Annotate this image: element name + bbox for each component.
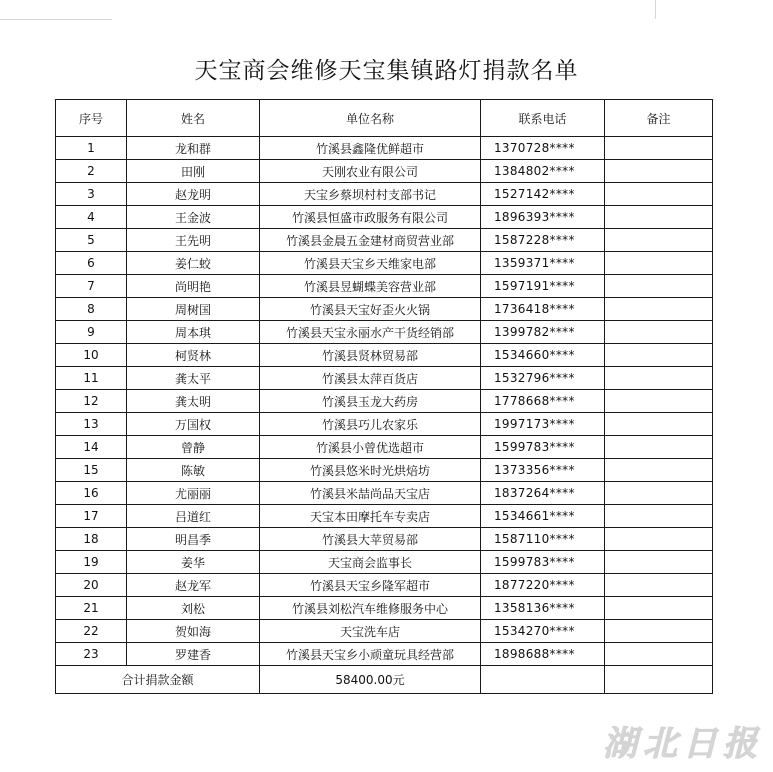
cell-phone: 1896393**** — [481, 206, 605, 229]
cell-phone: 1527142**** — [481, 183, 605, 206]
cell-note — [605, 252, 713, 275]
cell-unit: 竹溪县贤林贸易部 — [260, 344, 481, 367]
document-title: 天宝商会维修天宝集镇路灯捐款名单 — [194, 58, 579, 84]
cell-no: 23 — [56, 643, 127, 666]
cell-unit: 天宝商会监事长 — [260, 551, 481, 574]
cell-note — [605, 344, 713, 367]
cell-no: 4 — [56, 206, 127, 229]
cell-phone: 1358136**** — [481, 597, 605, 620]
cell-unit: 竹溪县金晨五金建材商贸营业部 — [260, 229, 481, 252]
total-row — [56, 666, 713, 694]
cell-unit: 竹溪县鑫隆优鲜超市 — [260, 137, 481, 160]
cell-name: 周本琪 — [127, 321, 260, 344]
cell-phone: 1399782**** — [481, 321, 605, 344]
cell-note — [605, 597, 713, 620]
cell-name: 明昌季 — [127, 528, 260, 551]
cell-note — [605, 367, 713, 390]
cell-note — [605, 229, 713, 252]
cell-no: 19 — [56, 551, 127, 574]
cell-no: 17 — [56, 505, 127, 528]
cell-no: 8 — [56, 298, 127, 321]
cell-note — [605, 413, 713, 436]
table-row — [56, 459, 713, 482]
cell-no: 21 — [56, 597, 127, 620]
table-row — [56, 275, 713, 298]
top-right-rule — [655, 0, 656, 19]
cell-name: 吕道红 — [127, 505, 260, 528]
total-note-blank — [605, 666, 713, 694]
cell-note — [605, 321, 713, 344]
table-row — [56, 528, 713, 551]
cell-phone: 1736418**** — [481, 298, 605, 321]
cell-phone: 1532796**** — [481, 367, 605, 390]
table-row — [56, 206, 713, 229]
cell-note — [605, 459, 713, 482]
cell-note — [605, 183, 713, 206]
cell-name: 姜仁蛟 — [127, 252, 260, 275]
cell-note — [605, 436, 713, 459]
header-note: 备注 — [605, 100, 713, 137]
table-row — [56, 413, 713, 436]
cell-unit: 竹溪县大苹贸易部 — [260, 528, 481, 551]
table-row — [56, 229, 713, 252]
cell-no: 14 — [56, 436, 127, 459]
table-row — [56, 344, 713, 367]
cell-phone: 1877220**** — [481, 574, 605, 597]
cell-phone: 1597191**** — [481, 275, 605, 298]
cell-no: 16 — [56, 482, 127, 505]
total-label: 合计捐款金额 — [56, 666, 260, 694]
cell-name: 姜华 — [127, 551, 260, 574]
cell-phone: 1373356**** — [481, 459, 605, 482]
cell-phone: 1534660**** — [481, 344, 605, 367]
cell-unit: 竹溪县悠米时光烘焙坊 — [260, 459, 481, 482]
cell-name: 龙和群 — [127, 137, 260, 160]
cell-unit: 竹溪县巧儿农家乐 — [260, 413, 481, 436]
cell-name: 柯贤林 — [127, 344, 260, 367]
cell-unit: 竹溪县昱蝴蝶美容营业部 — [260, 275, 481, 298]
table-row — [56, 505, 713, 528]
cell-name: 赵龙明 — [127, 183, 260, 206]
cell-unit: 天宝乡蔡坝村村支部书记 — [260, 183, 481, 206]
cell-phone: 1587110**** — [481, 528, 605, 551]
cell-name: 罗建香 — [127, 643, 260, 666]
cell-no: 3 — [56, 183, 127, 206]
cell-unit: 竹溪县天宝好歪火火锅 — [260, 298, 481, 321]
table-row — [56, 390, 713, 413]
table-row — [56, 574, 713, 597]
cell-no: 2 — [56, 160, 127, 183]
cell-note — [605, 390, 713, 413]
cell-phone: 1599783**** — [481, 436, 605, 459]
cell-unit: 竹溪县恒盛市政服务有限公司 — [260, 206, 481, 229]
cell-phone: 1778668**** — [481, 390, 605, 413]
table-row — [56, 597, 713, 620]
table-row — [56, 551, 713, 574]
cell-note — [605, 160, 713, 183]
cell-name: 周树国 — [127, 298, 260, 321]
cell-phone: 1587228**** — [481, 229, 605, 252]
cell-unit: 竹溪县刘松汽车维修服务中心 — [260, 597, 481, 620]
cell-unit: 竹溪县天宝永丽水产干货经销部 — [260, 321, 481, 344]
cell-unit: 竹溪县米喆尚品天宝店 — [260, 482, 481, 505]
newspaper-watermark: 湖北日报 — [603, 724, 763, 764]
total-amount: 58400.00元 — [260, 666, 481, 694]
cell-name: 贺如海 — [127, 620, 260, 643]
cell-unit: 天宝洗车店 — [260, 620, 481, 643]
cell-phone: 1384802**** — [481, 160, 605, 183]
cell-name: 万国权 — [127, 413, 260, 436]
header-no: 序号 — [56, 100, 127, 137]
cell-name: 陈敏 — [127, 459, 260, 482]
cell-unit: 竹溪县玉龙大药房 — [260, 390, 481, 413]
cell-note — [605, 505, 713, 528]
cell-no: 10 — [56, 344, 127, 367]
cell-note — [605, 551, 713, 574]
table-row — [56, 321, 713, 344]
cell-note — [605, 275, 713, 298]
cell-note — [605, 574, 713, 597]
top-left-rule — [0, 19, 112, 20]
cell-name: 龚太明 — [127, 390, 260, 413]
cell-unit: 天宝本田摩托车专卖店 — [260, 505, 481, 528]
cell-name: 刘松 — [127, 597, 260, 620]
cell-no: 5 — [56, 229, 127, 252]
table-header-row — [56, 100, 713, 137]
cell-phone: 1997173**** — [481, 413, 605, 436]
table-row — [56, 643, 713, 666]
cell-name: 尤丽丽 — [127, 482, 260, 505]
table-row — [56, 367, 713, 390]
cell-unit: 竹溪县天宝乡天维家电部 — [260, 252, 481, 275]
cell-note — [605, 206, 713, 229]
total-phone-blank — [481, 666, 605, 694]
cell-phone: 1898688**** — [481, 643, 605, 666]
cell-no: 20 — [56, 574, 127, 597]
table-row — [56, 482, 713, 505]
table-row — [56, 252, 713, 275]
cell-no: 18 — [56, 528, 127, 551]
cell-phone: 1534270**** — [481, 620, 605, 643]
table-body — [56, 137, 713, 666]
cell-no: 13 — [56, 413, 127, 436]
cell-name: 赵龙军 — [127, 574, 260, 597]
cell-no: 22 — [56, 620, 127, 643]
header-unit: 单位名称 — [260, 100, 481, 137]
cell-note — [605, 298, 713, 321]
cell-phone: 1837264**** — [481, 482, 605, 505]
cell-note — [605, 620, 713, 643]
cell-name: 王金波 — [127, 206, 260, 229]
cell-name: 田刚 — [127, 160, 260, 183]
cell-unit: 竹溪县小曾优选超市 — [260, 436, 481, 459]
cell-no: 11 — [56, 367, 127, 390]
cell-unit: 竹溪县天宝乡小顽童玩具经营部 — [260, 643, 481, 666]
cell-name: 曾静 — [127, 436, 260, 459]
cell-unit: 竹溪县太萍百货店 — [260, 367, 481, 390]
table-row — [56, 298, 713, 321]
cell-phone: 1370728**** — [481, 137, 605, 160]
cell-no: 6 — [56, 252, 127, 275]
table-row — [56, 137, 713, 160]
cell-phone: 1599783**** — [481, 551, 605, 574]
cell-no: 7 — [56, 275, 127, 298]
cell-phone: 1359371**** — [481, 252, 605, 275]
cell-note — [605, 643, 713, 666]
header-phone: 联系电话 — [481, 100, 605, 137]
header-name: 姓名 — [127, 100, 260, 137]
cell-note — [605, 137, 713, 160]
cell-note — [605, 482, 713, 505]
cell-no: 12 — [56, 390, 127, 413]
cell-name: 尚明艳 — [127, 275, 260, 298]
table-row — [56, 160, 713, 183]
cell-unit: 竹溪县天宝乡隆军超市 — [260, 574, 481, 597]
cell-note — [605, 528, 713, 551]
cell-name: 龚太平 — [127, 367, 260, 390]
cell-phone: 1534661**** — [481, 505, 605, 528]
table-row — [56, 436, 713, 459]
cell-no: 15 — [56, 459, 127, 482]
cell-no: 1 — [56, 137, 127, 160]
cell-name: 王先明 — [127, 229, 260, 252]
cell-unit: 天刚农业有限公司 — [260, 160, 481, 183]
cell-no: 9 — [56, 321, 127, 344]
table-row — [56, 620, 713, 643]
table-row — [56, 183, 713, 206]
donation-table — [55, 99, 713, 694]
